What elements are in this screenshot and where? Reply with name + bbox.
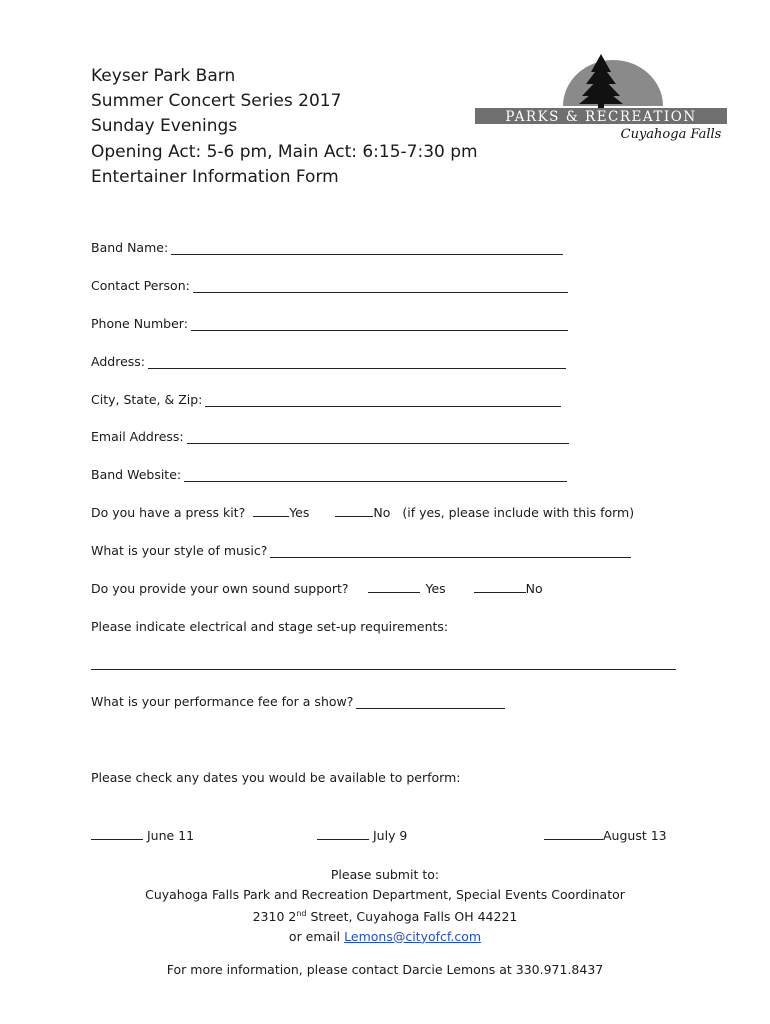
logo-script-text: Cuyahoga Falls [620,127,722,142]
date-option-august[interactable] [544,828,667,843]
music-style-label: What is your style of music? [91,543,268,558]
email-address-label: Email Address: [91,429,184,444]
press-kit-label: Do you have a press kit? [91,505,246,520]
date-august-blank[interactable] [544,828,603,840]
submit-heading: Please submit to: [330,867,440,882]
date-june-label: June 11 [146,828,195,843]
band-name-field[interactable] [91,240,563,255]
email-address-field[interactable] [91,429,569,444]
performance-fee-field[interactable] [91,694,505,709]
more-info: For more information, please contact Darcie Lemons at 330.971.8437 [166,962,604,977]
date-july-blank[interactable] [317,828,369,840]
date-june-blank[interactable] [91,828,143,840]
press-kit-no-label: No [373,505,391,520]
venue-title: Keyser Park Barn [91,66,236,86]
dates-prompt: Please check any dates you would be available to perform: [91,770,461,785]
submit-email: or email Lemons@cityofcf.com [288,928,482,944]
city-state-zip-label: City, State, & Zip: [91,392,203,407]
city-state-zip-line[interactable] [205,395,561,407]
date-option-june[interactable] [91,828,194,843]
schedule-day: Sunday Evenings [91,116,238,137]
date-august-label: August 13 [603,828,667,843]
press-kit-note: (if yes, please include with this form) [402,505,635,520]
band-name-line[interactable] [171,243,563,255]
submit-address: 2310 2nd Street, Cuyahoga Falls OH 44221 [252,909,518,925]
press-kit-yes-label: Yes [289,505,310,520]
sound-no-label: No [525,581,543,596]
electrical-prompt: Please indicate electrical and stage set-up requirements: [91,619,449,634]
sound-yes-label: Yes [425,581,446,596]
band-website-line[interactable] [184,470,567,482]
electrical-requirements-line[interactable] [91,669,676,670]
sound-support-question [91,581,543,596]
music-style-field[interactable] [91,543,631,558]
performance-fee-label: What is your performance fee for a show? [91,694,354,709]
address-field[interactable] [91,354,566,369]
contact-person-field[interactable] [91,278,568,293]
contact-person-line[interactable] [193,281,568,293]
sound-no-blank[interactable] [474,581,526,593]
date-july-label: July 9 [372,828,408,843]
music-style-line[interactable] [270,546,631,558]
performance-fee-line[interactable] [356,697,505,709]
email-link[interactable]: Lemons@cityofcf.com [344,928,482,944]
press-kit-no-blank[interactable] [335,505,373,517]
submit-block [0,865,770,946]
form-title: Entertainer Information Form [91,166,339,187]
phone-number-line[interactable] [191,319,568,331]
act-times: Opening Act: 5-6 pm, Main Act: 6:15-7:30 pm [91,141,478,162]
band-website-field[interactable] [91,467,567,482]
date-option-july[interactable] [317,828,407,843]
sound-yes-blank[interactable] [368,581,420,593]
email-address-line[interactable] [187,432,569,444]
sound-support-label: Do you provide your own sound support? [91,581,349,596]
press-kit-yes-blank[interactable] [253,505,289,517]
band-name-label: Band Name: [91,240,169,255]
phone-number-field[interactable] [91,316,568,331]
phone-number-label: Phone Number: [91,316,188,331]
form-header [91,64,491,190]
series-title: Summer Concert Series 2017 [91,91,342,112]
address-label: Address: [91,354,145,369]
band-website-label: Band Website: [91,467,182,482]
submit-org: Cuyahoga Falls Park and Recreation Department, Special Events Coordinator [145,886,625,902]
address-line[interactable] [148,357,566,369]
logo-main-text: PARKS & RECREATION [505,109,697,125]
press-kit-question [91,505,634,520]
contact-person-label: Contact Person: [91,278,190,293]
city-state-zip-field[interactable] [91,392,561,407]
parks-recreation-logo [475,52,727,142]
